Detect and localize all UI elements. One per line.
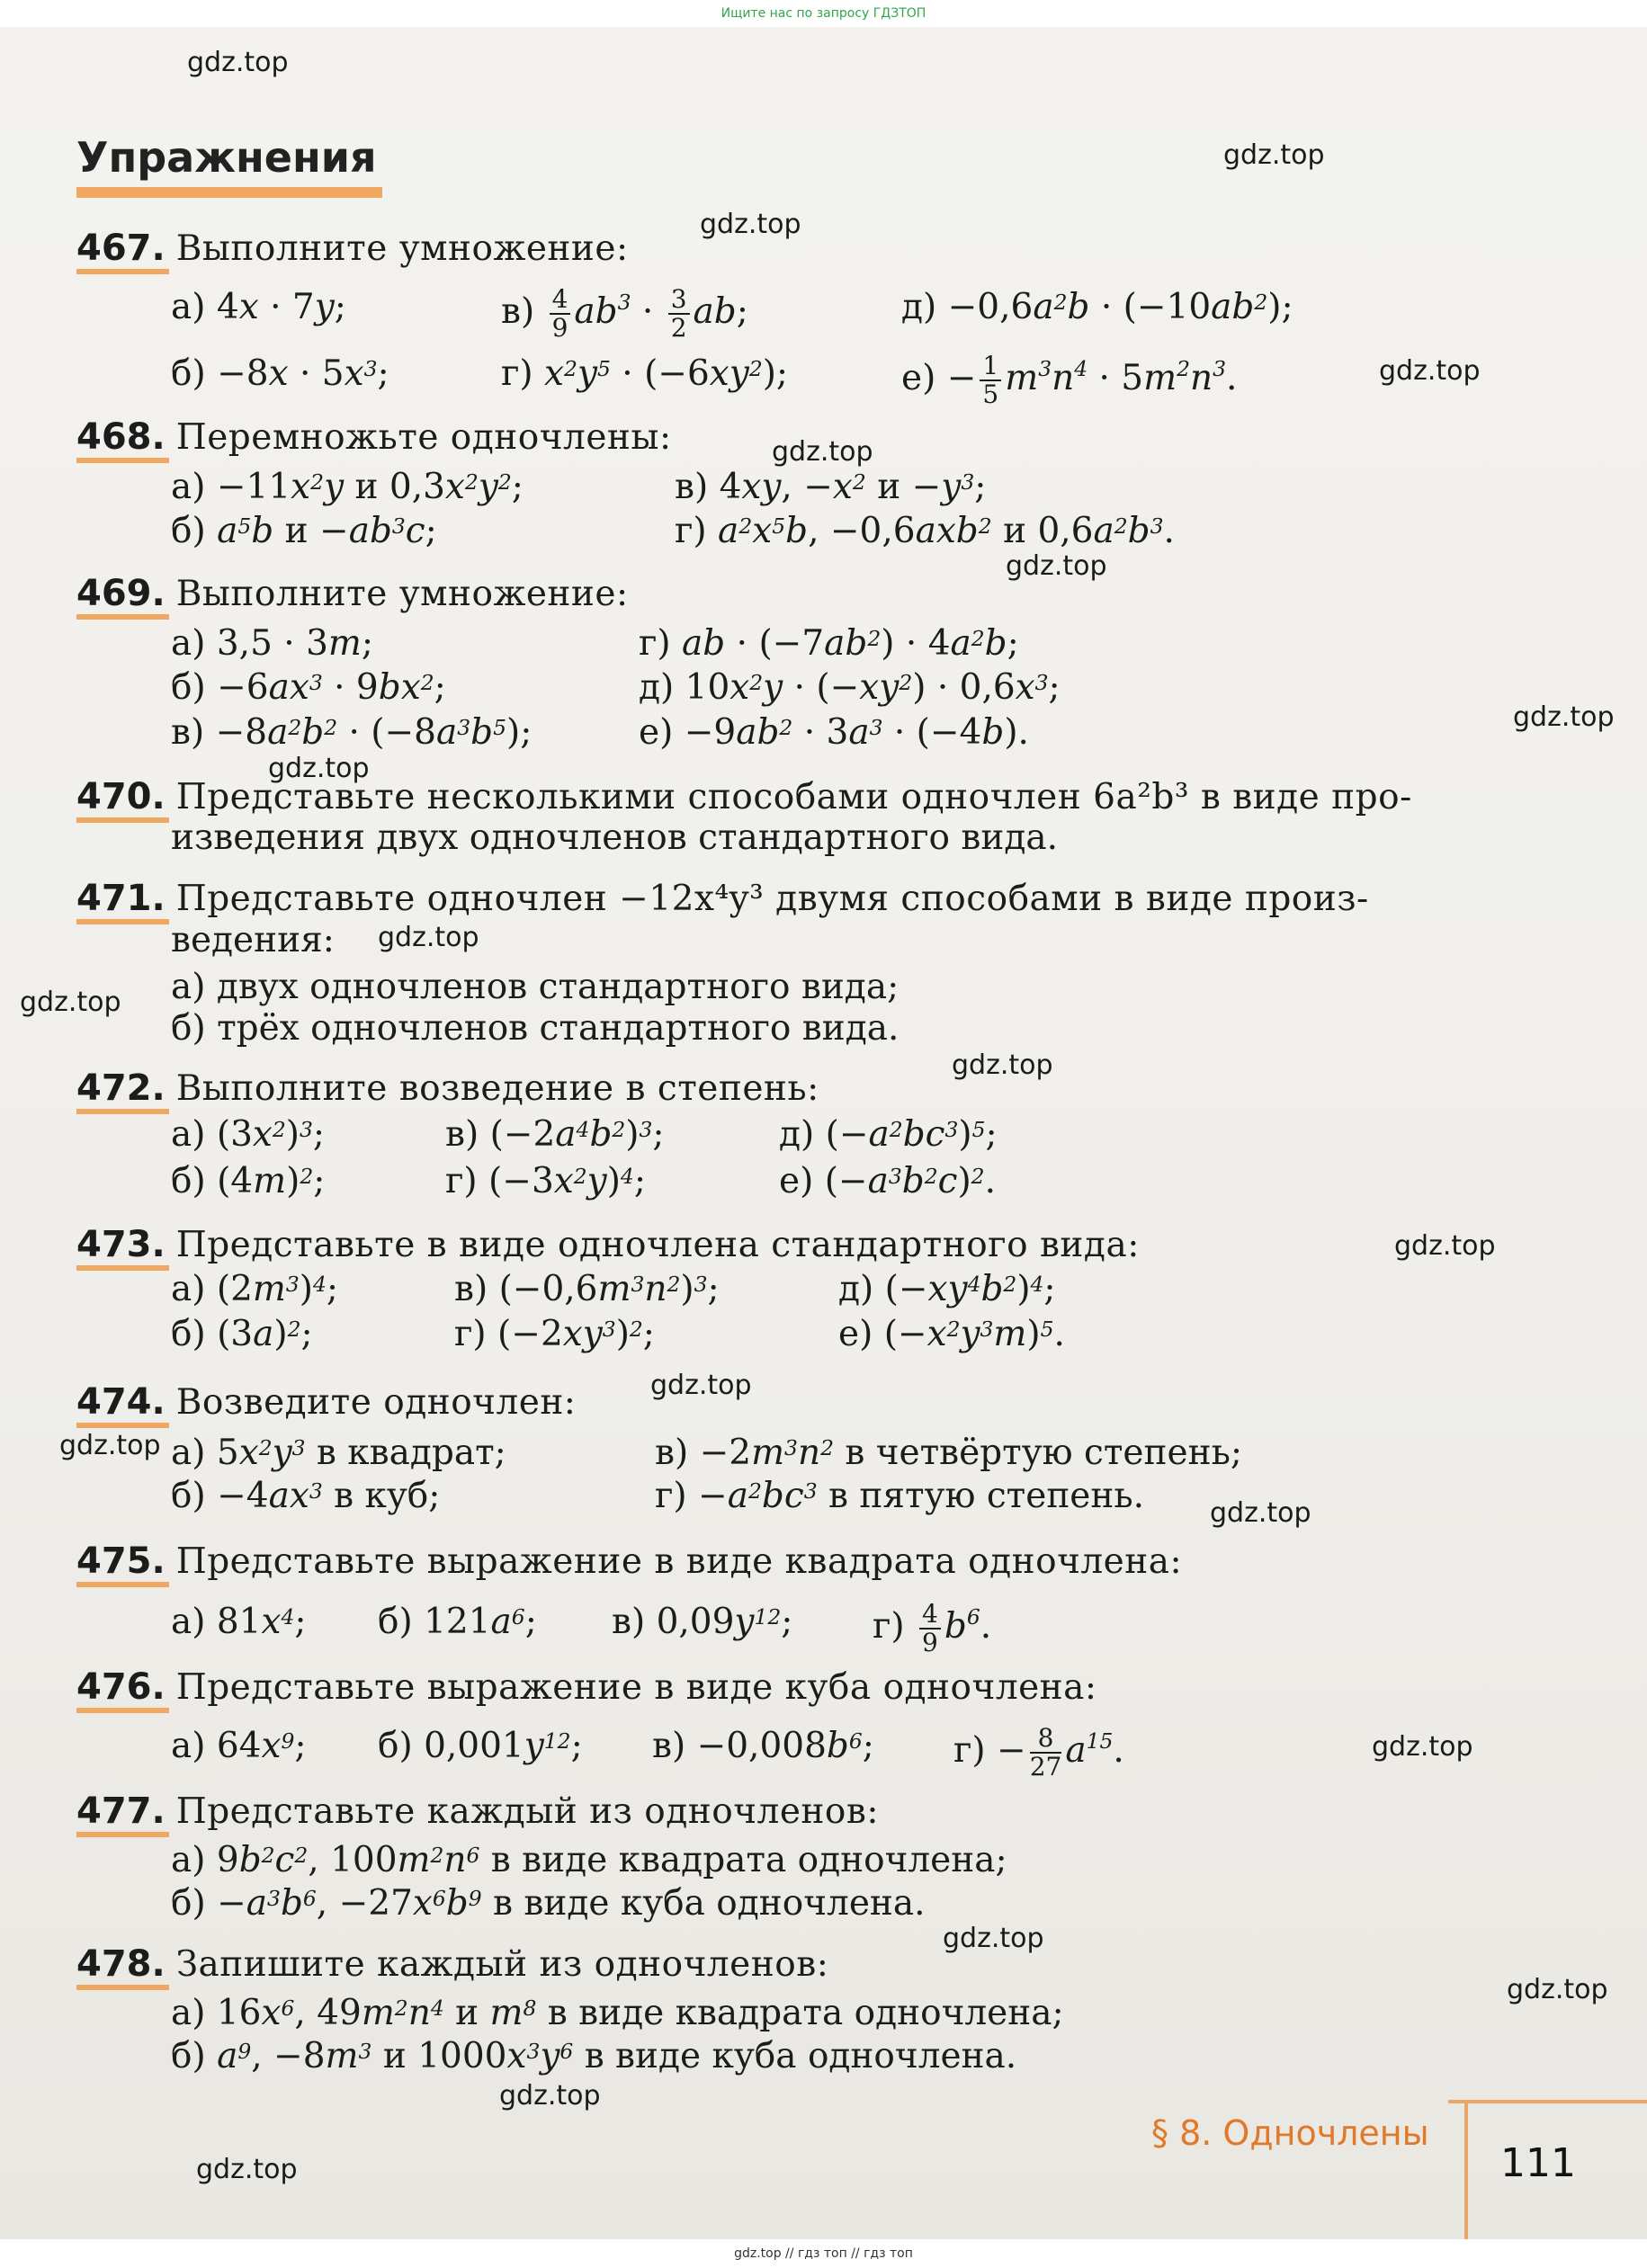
watermark: gdz.top [187, 47, 289, 78]
exercise-478 [76, 1942, 1480, 1987]
exercise-number: 475. [76, 1540, 169, 1587]
exercise-number: 468. [76, 416, 169, 463]
exercise-title: Возведите одночлен: [175, 1382, 577, 1423]
exercise-title: Выполните возведение в степень: [175, 1068, 819, 1109]
exercise-title: Представьте каждый из одночленов: [175, 1791, 879, 1832]
exercise-number: 470. [76, 776, 169, 823]
watermark: gdz.top [1513, 701, 1615, 733]
watermark: gdz.top [1507, 1974, 1608, 2005]
watermark: gdz.top [650, 1370, 752, 1401]
watermark: gdz.top [499, 2080, 601, 2112]
exercise-471-item-b: б) трёх одночленов стандартного вида. [171, 1008, 900, 1049]
page-number: 111 [1500, 2140, 1576, 2186]
exercise-number: 469. [76, 573, 169, 620]
exercise-475 [76, 1540, 1480, 1584]
exercise-478-row-2: б) $a^9$, $-8m^3$ и $1000x^3y^6$ в виде куба одночлена. [171, 2036, 1017, 2076]
exercise-467 [76, 227, 1480, 271]
exercise-title: Запишите каждый из одночленов: [175, 1944, 829, 1985]
exercise-477 [76, 1790, 1480, 1834]
exercise-title: Представьте выражение в виде куба одночлена: [175, 1667, 1097, 1708]
watermark: gdz.top [268, 753, 370, 784]
exercise-470 [76, 775, 1480, 819]
watermark: gdz.top [952, 1049, 1053, 1081]
watermark: gdz.top [943, 1923, 1044, 1954]
exercise-473 [76, 1223, 1480, 1267]
watermark: gdz.top [1006, 550, 1107, 582]
exercise-number: 477. [76, 1790, 169, 1837]
exercise-477-row-1: а) $9b^2c^2$, $100m^2n^6$ в виде квадрата одночлена; [171, 1840, 1007, 1880]
top-banner: Ищите нас по запросу ГДЗТОП [0, 0, 1647, 27]
exercise-title: Выполните умножение: [175, 228, 629, 269]
exercise-471 [76, 877, 1480, 921]
exercise-471-item-a: а) двух одночленов стандартного вида; [171, 967, 900, 1007]
watermark: gdz.top [378, 922, 479, 953]
page-heading: Упражнения [76, 133, 377, 182]
watermark: gdz.top [700, 209, 801, 240]
exercise-number: 471. [76, 878, 169, 924]
footer-divider [1448, 2100, 1647, 2103]
exercise-title: Выполните умножение: [175, 574, 629, 614]
exercise-title: Перемножьте одночлены: [175, 417, 672, 458]
watermark: gdz.top [1372, 1731, 1473, 1763]
bottom-banner: gdz.top // гдз топ // гдз топ [0, 2239, 1647, 2268]
watermark: gdz.top [1379, 355, 1481, 387]
footer-divider-vertical [1464, 2100, 1468, 2239]
watermark: gdz.top [1223, 139, 1325, 171]
watermark: gdz.top [20, 987, 121, 1018]
watermark: gdz.top [772, 436, 873, 468]
watermark: gdz.top [1210, 1497, 1311, 1529]
watermark: gdz.top [1394, 1230, 1496, 1262]
heading-underline [76, 187, 382, 198]
exercise-469 [76, 572, 1480, 616]
exercise-478-row-1: а) $16x^6$, $49m^2n^4$ и $m^8$ в виде квадрата одночлена; [171, 1993, 1064, 2033]
exercise-468 [76, 415, 1480, 460]
exercise-472 [76, 1067, 1480, 1111]
exercise-title: Представьте несколькими способами одночлен 6a²b³ в виде про- [175, 777, 1412, 817]
watermark: gdz.top [196, 2154, 298, 2185]
watermark: gdz.top [59, 1430, 161, 1461]
exercise-number: 474. [76, 1381, 169, 1428]
exercise-title: Представьте одночлен −12x⁴y³ двумя способами в виде произ- [175, 879, 1369, 919]
exercise-number: 476. [76, 1666, 169, 1713]
exercise-477-row-2: $б) -a^3b^6$, $-27x^6b^9$ в виде куба одночлена. [171, 1883, 926, 1924]
section-title: § 8. Одночлены [1151, 2113, 1429, 2153]
exercise-number: 473. [76, 1224, 169, 1271]
exercise-471-line-2: ведения: [171, 920, 335, 960]
exercise-number: 472. [76, 1067, 169, 1114]
exercise-476 [76, 1665, 1480, 1710]
exercise-title: Представьте в виде одночлена стандартного вида: [175, 1225, 1140, 1265]
exercise-title: Представьте выражение в виде квадрата одночлена: [175, 1541, 1183, 1582]
exercise-number: 478. [76, 1943, 169, 1990]
exercise-470-line-2: изведения двух одночленов стандартного вида. [171, 817, 1058, 858]
exercise-number: 467. [76, 228, 169, 274]
exercise-474 [76, 1380, 1480, 1424]
